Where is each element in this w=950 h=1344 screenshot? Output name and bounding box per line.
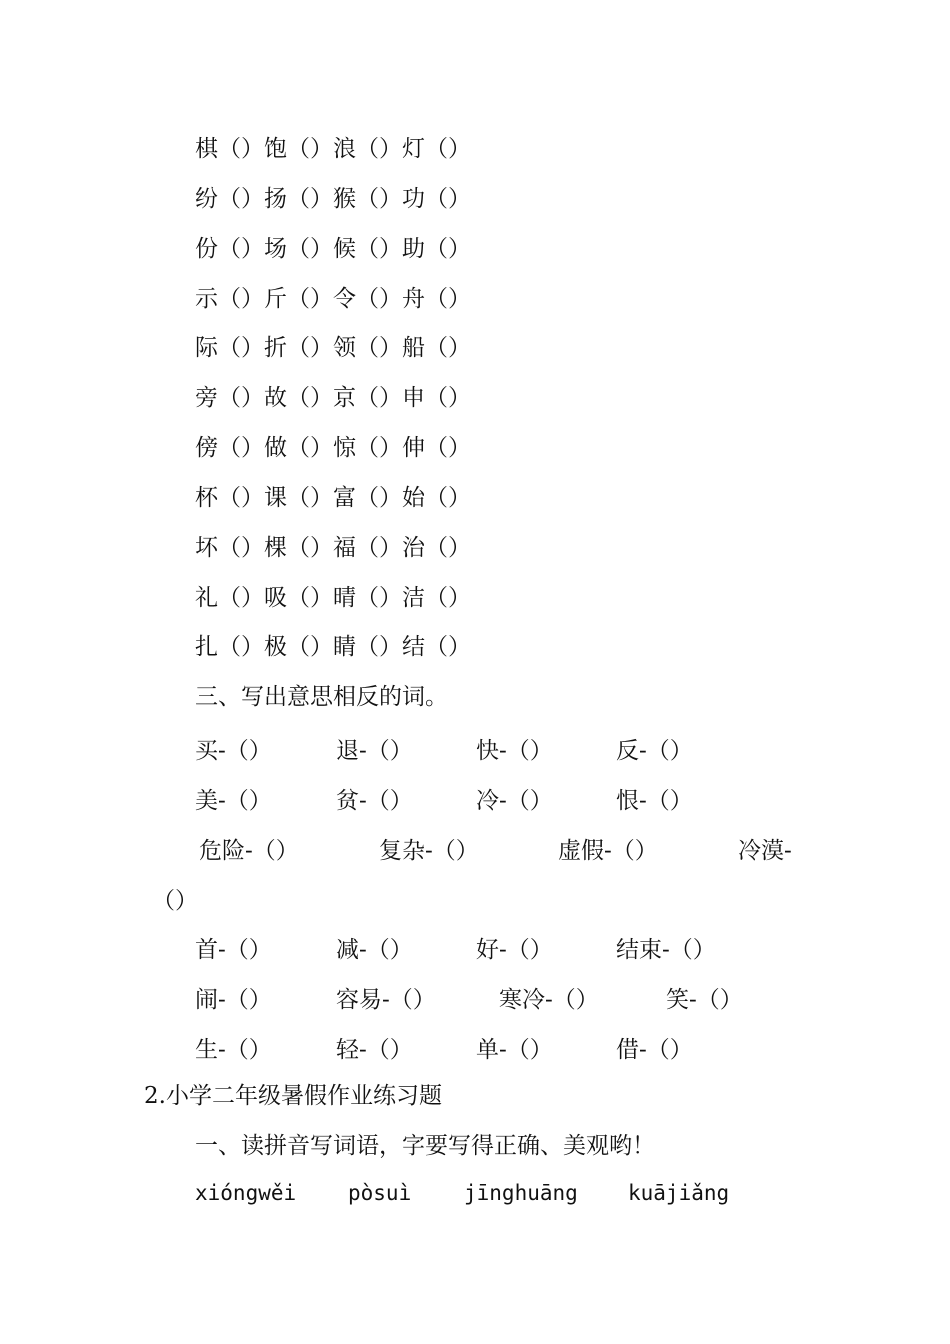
- section-title: 三、写出意思相反的词。: [195, 684, 448, 710]
- antonym-item: 轻-（）: [336, 1037, 413, 1063]
- pinyin-word: pòsuì: [348, 1181, 412, 1205]
- antonym-item: 反-（）: [616, 738, 693, 764]
- grid-row: 际（）折（）领（）船（）: [195, 335, 471, 361]
- antonym-item: 快-（）: [476, 738, 553, 764]
- antonym-item: 好-（）: [476, 937, 553, 963]
- pinyin-word: kuājiǎng: [628, 1181, 730, 1205]
- grid-row: 旁（）故（）京（）申（）: [195, 385, 471, 411]
- pinyin-word: xióngwěi: [195, 1181, 297, 1205]
- antonym-item: 冷漠-: [738, 838, 792, 864]
- antonym-item: 美-（）: [195, 788, 272, 814]
- antonym-item: 贫-（）: [336, 788, 413, 814]
- antonym-item: 单-（）: [476, 1037, 553, 1063]
- antonym-item: 生-（）: [195, 1037, 272, 1063]
- exercise-heading: 2.小学二年级暑假作业练习题: [144, 1083, 442, 1109]
- antonym-item: 冷-（）: [476, 788, 553, 814]
- antonym-item: 笑-（）: [666, 987, 743, 1013]
- antonym-item: 寒冷-（）: [499, 987, 599, 1013]
- antonym-item: 减-（）: [336, 937, 413, 963]
- antonym-item: 容易-（）: [336, 987, 436, 1013]
- grid-row: 纷（）扬（）猴（）功（）: [195, 186, 471, 212]
- antonym-item: 复杂-（）: [379, 838, 479, 864]
- grid-row: 礼（）吸（）晴（）洁（）: [195, 585, 471, 611]
- grid-row: 杯（）课（）富（）始（）: [195, 485, 471, 511]
- grid-row: 示（）斤（）令（）舟（）: [195, 286, 471, 312]
- antonym-item: 借-（）: [616, 1037, 693, 1063]
- antonym-item: 危险-（）: [199, 838, 299, 864]
- antonym-item: 买-（）: [195, 738, 272, 764]
- antonym-item: 结束-（）: [616, 937, 716, 963]
- pinyin-word: jīnghuāng: [464, 1181, 578, 1205]
- section-title: 一、读拼音写词语，字要写得正确、美观哟！: [195, 1133, 655, 1159]
- grid-row: 坏（）棵（）福（）治（）: [195, 535, 471, 561]
- antonym-item: 虚假-（）: [558, 838, 658, 864]
- grid-row: 份（）场（）候（）助（）: [195, 236, 471, 262]
- antonym-item: 恨-（）: [616, 788, 693, 814]
- antonym-item: 退-（）: [336, 738, 413, 764]
- grid-row: 棋（）饱（）浪（）灯（）: [195, 136, 471, 162]
- antonym-item: 闹-（）: [195, 987, 272, 1013]
- antonym-item-wrap: （）: [152, 888, 198, 914]
- grid-row: 傍（）做（）惊（）伸（）: [195, 435, 471, 461]
- antonym-item: 首-（）: [195, 937, 272, 963]
- grid-row: 扎（）极（）睛（）结（）: [195, 634, 471, 660]
